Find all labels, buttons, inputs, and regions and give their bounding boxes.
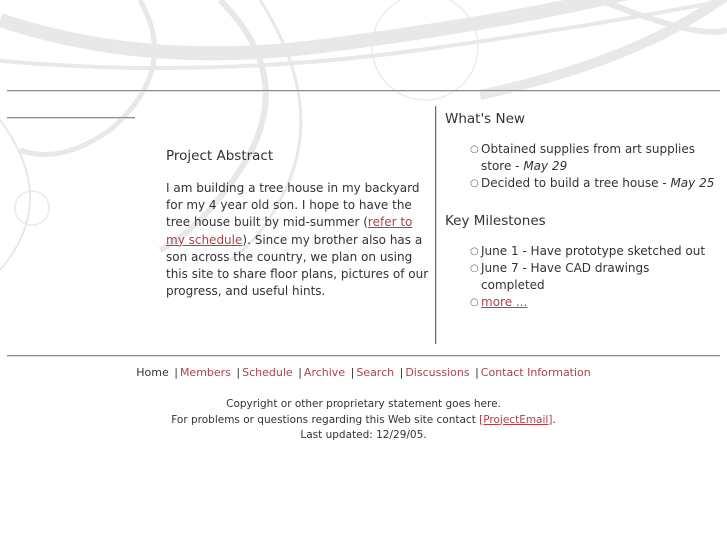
project-abstract-heading: Project Abstract bbox=[166, 148, 274, 164]
bottom-divider bbox=[7, 355, 720, 357]
schedule-link[interactable]: refer to my schedule bbox=[166, 215, 413, 247]
nav-separator: | bbox=[475, 366, 479, 379]
nav-search-link[interactable]: Search bbox=[356, 366, 395, 379]
project-abstract-text bbox=[166, 180, 431, 300]
circle-bullet-icon: ○ bbox=[470, 245, 479, 257]
list-item bbox=[470, 175, 725, 192]
right-column bbox=[445, 111, 725, 311]
contact-line-prefix: For problems or questions regarding this Web site contact bbox=[171, 413, 480, 426]
whats-new-heading: What's New bbox=[445, 111, 525, 127]
nav-discussions-link[interactable]: Discussions bbox=[405, 366, 470, 379]
list-item bbox=[470, 243, 725, 260]
key-milestones-heading: Key Milestones bbox=[445, 212, 546, 229]
list-item bbox=[470, 294, 725, 311]
milestone-text: June 7 - Have CAD drawings completed bbox=[481, 260, 650, 293]
nav-contact-link[interactable]: Contact Information bbox=[480, 366, 591, 379]
milestones-list bbox=[445, 243, 725, 312]
nav-separator: | bbox=[174, 366, 178, 379]
nav-archive-link[interactable]: Archive bbox=[303, 366, 346, 379]
project-email-link[interactable]: [ProjectEmail] bbox=[479, 413, 553, 426]
list-item bbox=[470, 141, 725, 175]
contact-line-suffix: . bbox=[552, 413, 556, 426]
news-item-text: Decided to build a tree house - bbox=[481, 176, 671, 191]
circle-bullet-icon: ○ bbox=[470, 144, 479, 155]
circle-bullet-icon: ○ bbox=[470, 262, 479, 274]
copyright-statement: Copyright or other proprietary statement goes here. bbox=[226, 398, 501, 410]
abstract-text-part-1: I am building a tree house in my backyard for my 4 year old son. I hope to have the tree house built by mid-summer ( bbox=[166, 181, 420, 230]
nav-separator: | bbox=[350, 366, 355, 379]
circle-bullet-icon: ○ bbox=[470, 297, 479, 309]
nav-home[interactable]: Home bbox=[136, 366, 169, 379]
footer-navigation bbox=[0, 366, 727, 379]
more-milestones-link[interactable]: more ... bbox=[481, 295, 528, 310]
news-item-date: May 29 bbox=[523, 159, 568, 174]
left-short-divider bbox=[7, 117, 135, 119]
copyright-section bbox=[0, 397, 727, 444]
nav-separator: | bbox=[236, 366, 241, 379]
milestone-text: June 1 - Have prototype sketched out bbox=[481, 243, 706, 258]
nav-schedule-link[interactable]: Schedule bbox=[242, 366, 293, 379]
project-abstract-section bbox=[166, 148, 431, 300]
nav-members-link[interactable]: Members bbox=[179, 366, 231, 379]
news-item-date: May 25 bbox=[670, 176, 715, 191]
circle-bullet-icon: ○ bbox=[470, 178, 479, 190]
last-updated: Last updated: 12/29/05. bbox=[300, 429, 427, 441]
nav-separator: | bbox=[298, 366, 302, 379]
nav-separator: | bbox=[399, 366, 404, 379]
abstract-text-part-2: ). Since my brother also has a son across the country, we plan on using this site to share floor plans, pictures of our progress, and useful hints. bbox=[166, 232, 429, 299]
column-divider bbox=[435, 106, 437, 344]
list-item bbox=[470, 260, 671, 294]
top-divider bbox=[7, 90, 720, 92]
news-item-text: Obtained supplies from art supplies store - bbox=[481, 142, 696, 174]
contact-line bbox=[0, 413, 727, 429]
whats-new-list bbox=[445, 141, 725, 193]
